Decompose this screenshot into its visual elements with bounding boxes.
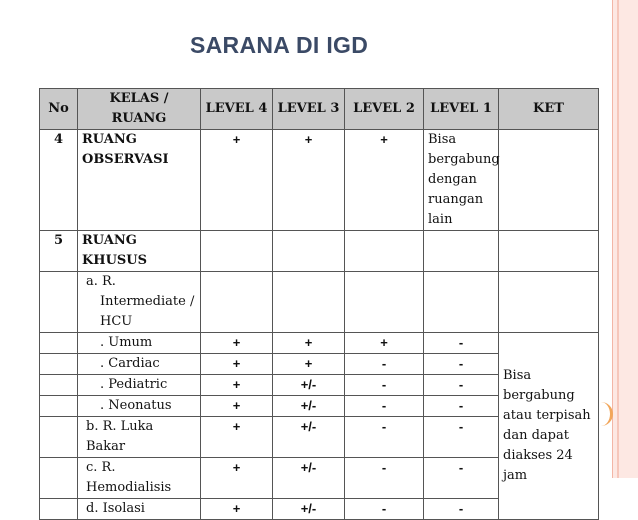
cell-level-2: - <box>345 396 424 417</box>
cell-level-4: + <box>201 333 273 354</box>
cell-kelas: c. R. Hemodialisis <box>78 458 201 499</box>
cell-level-2: - <box>345 354 424 375</box>
cell-no: 4 <box>40 130 78 231</box>
cell-no <box>40 499 78 520</box>
cell-level-2: - <box>345 375 424 396</box>
cell-level-3: + <box>273 333 345 354</box>
cell-ket <box>499 130 599 231</box>
cell-level-4: + <box>201 417 273 458</box>
border-line <box>617 0 619 478</box>
cell-level-3 <box>273 231 345 272</box>
cell-kelas: d. Isolasi <box>78 499 201 520</box>
cell-level-1: - <box>424 333 499 354</box>
cell-no <box>40 417 78 458</box>
slide-title: SARANA DI IGD <box>190 32 369 58</box>
cell-level-4: + <box>201 354 273 375</box>
cell-no <box>40 396 78 417</box>
cell-level-2: + <box>345 130 424 231</box>
table-row <box>40 333 599 354</box>
cell-level-3: +/- <box>273 417 345 458</box>
cell-level-4 <box>201 231 273 272</box>
cell-kelas: b. R. Luka Bakar <box>78 417 201 458</box>
cell-level-4: + <box>201 458 273 499</box>
cell-level-2 <box>345 272 424 333</box>
cell-level-1: Bisa bergabung dengan ruangan lain <box>424 130 499 231</box>
cell-no: 5 <box>40 231 78 272</box>
slide-border-decoration <box>612 0 638 478</box>
cell-no <box>40 333 78 354</box>
cell-kelas: . Cardiac <box>78 354 201 375</box>
cell-level-2 <box>345 231 424 272</box>
cell-level-1 <box>424 272 499 333</box>
table-row <box>40 130 599 231</box>
cell-level-1: - <box>424 499 499 520</box>
cell-kelas: a. R. Intermediate / HCU <box>78 272 201 333</box>
cell-kelas: . Pediatric <box>78 375 201 396</box>
cell-ket-merged: Bisa bergabung atau terpisah dan dapat diakses 24 jam <box>499 333 599 520</box>
cell-no <box>40 272 78 333</box>
cell-level-3: +/- <box>273 396 345 417</box>
header-no: No <box>40 89 78 130</box>
cell-no <box>40 375 78 396</box>
cell-ket <box>499 272 599 333</box>
cell-level-3: +/- <box>273 375 345 396</box>
cell-level-2: + <box>345 333 424 354</box>
cell-level-3: + <box>273 130 345 231</box>
cell-level-4 <box>201 272 273 333</box>
cell-kelas: RUANG OBSERVASI <box>78 130 201 231</box>
cell-level-3 <box>273 272 345 333</box>
cell-level-1: - <box>424 396 499 417</box>
table-header-row <box>40 89 599 130</box>
table-row <box>40 272 599 333</box>
cell-level-4: + <box>201 499 273 520</box>
cell-kelas: . Neonatus <box>78 396 201 417</box>
cell-level-1 <box>424 231 499 272</box>
cell-level-2: - <box>345 417 424 458</box>
cell-level-4: + <box>201 130 273 231</box>
header-ket: KET <box>499 89 599 130</box>
cell-kelas: . Umum <box>78 333 201 354</box>
cell-level-3: +/- <box>273 499 345 520</box>
cell-ket <box>499 231 599 272</box>
cell-level-2: - <box>345 458 424 499</box>
cell-level-3: +/- <box>273 458 345 499</box>
header-level-4: LEVEL 4 <box>201 89 273 130</box>
cell-level-3: + <box>273 354 345 375</box>
header-level-2: LEVEL 2 <box>345 89 424 130</box>
cell-level-1: - <box>424 375 499 396</box>
cell-no <box>40 354 78 375</box>
facility-table <box>39 88 599 520</box>
header-level-3: LEVEL 3 <box>273 89 345 130</box>
cell-no <box>40 458 78 499</box>
cell-level-1: - <box>424 354 499 375</box>
cell-level-1: - <box>424 458 499 499</box>
cell-level-2: - <box>345 499 424 520</box>
cell-level-4: + <box>201 396 273 417</box>
cell-kelas: RUANG KHUSUS <box>78 231 201 272</box>
header-kelas-ruang: KELAS / RUANG <box>78 89 201 130</box>
cell-level-4: + <box>201 375 273 396</box>
table-row <box>40 231 599 272</box>
cell-level-1: - <box>424 417 499 458</box>
header-level-1: LEVEL 1 <box>424 89 499 130</box>
